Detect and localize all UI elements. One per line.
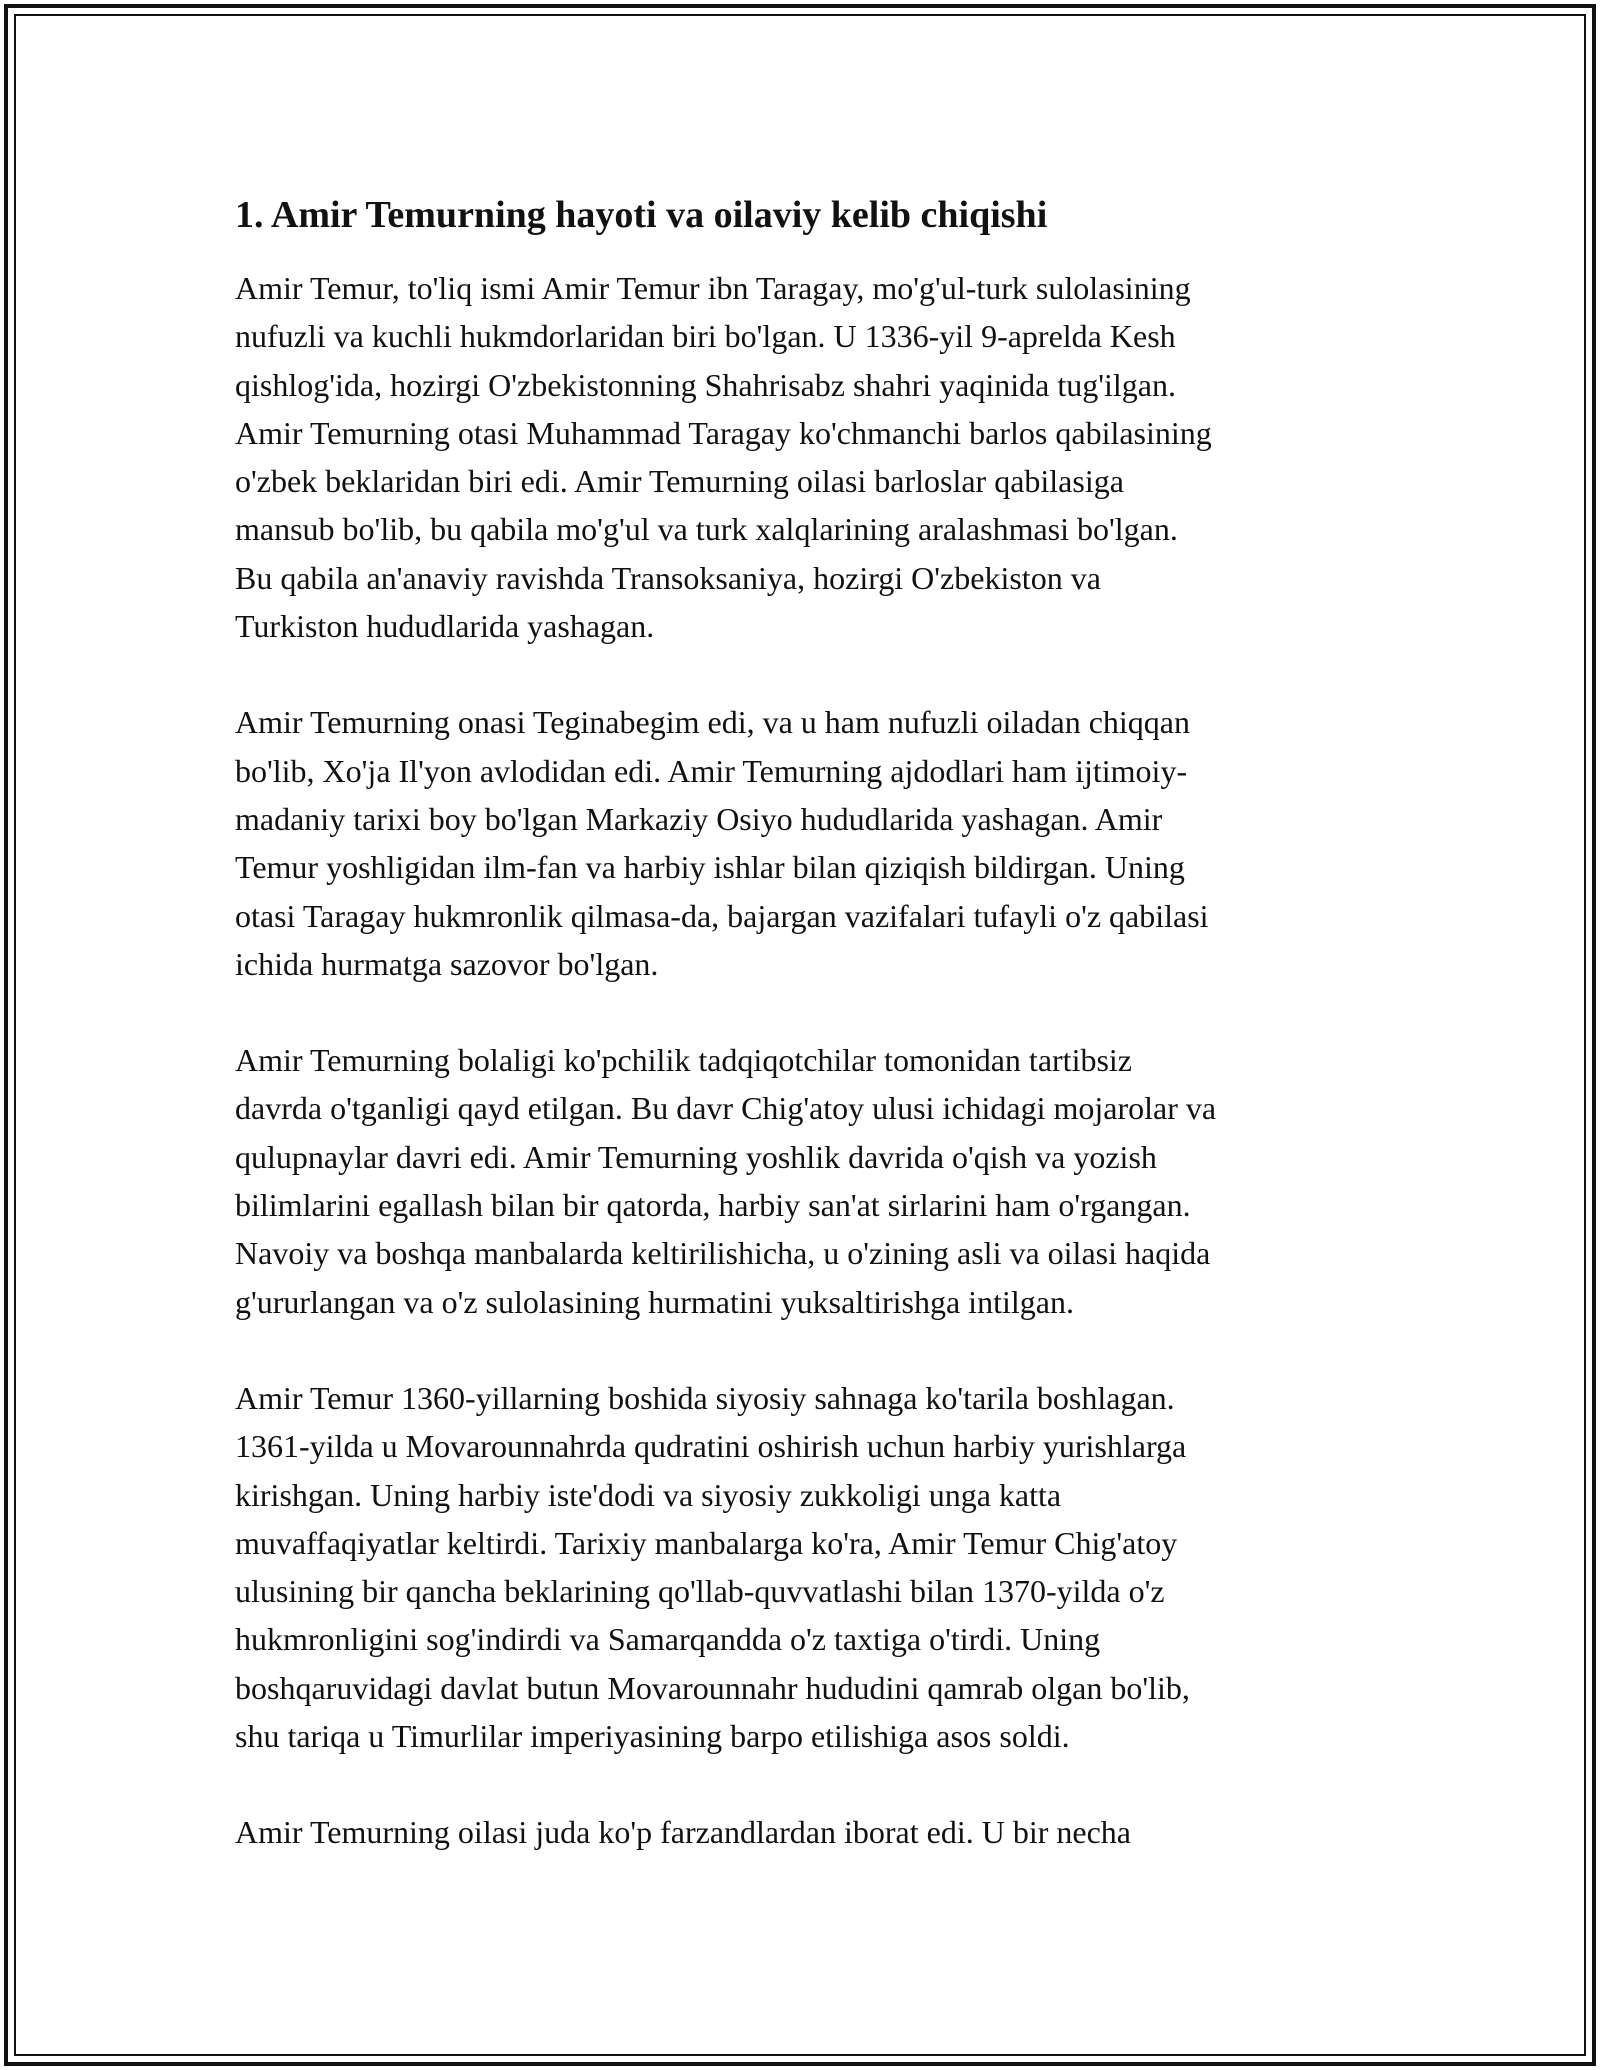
paragraph-5: Amir Temurning oilasi juda ko'p farzandlardan iborat edi. U bir necha (235, 1814, 1131, 1851)
section-heading: 1. Amir Temurning hayoti va oilaviy kelib chiqishi (235, 194, 1048, 236)
paragraph-1: Amir Temur, to'liq ismi Amir Temur ibn Taragay, mo'g'ul-turk sulolasining nufuzli va kuchli hukmdorlaridan biri bo'lgan. U 1336-yil 9-aprelda Kesh qishlog'ida, hozirgi O'zbekistonning Shahrisabz shahri yaqinida tug'ilgan. Amir Temurning otasi Muhammad Taragay ko'chmanchi barlos qabilasining o'zbek beklaridan biri edi. Amir Temurning oilasi barloslar qabilasiga mansub bo'lib, bu qabila mo'g'ul va turk xalqlarining aralashmasi bo'lgan. Bu qabila an'anaviy ravishda Transoksaniya, hozirgi O'zbekiston va Turkiston hududlarida yashagan. (235, 270, 1212, 645)
document-body (235, 180, 1375, 1905)
paragraph-3: Amir Temurning bolaligi ko'pchilik tadqiqotchilar tomonidan tartibsiz davrda o'tganligi qayd etilgan. Bu davr Chig'atoy ulusi ichidagi mojarolar va qulupnaylar davri edi. Amir Temurning yoshlik davrida o'qish va yozish bilimlarini egallash bilan bir qatorda, harbiy san'at sirlarini ham o'rgangan. Navoiy va boshqa manbalarda keltirilishicha, u o'zining asli va oilasi haqida g'ururlangan va o'z sulolasining hurmatini yuksaltirishga intilgan. (235, 1042, 1217, 1320)
paragraph-2: Amir Temurning onasi Teginabegim edi, va u ham nufuzli oiladan chiqqan bo'lib, Xo'ja Il'yon avlodidan edi. Amir Temurning ajdodlari ham ijtimoiy- madaniy tarixi boy bo'lgan Markaziy Osiyo hududlarida yashagan. Amir Temur yoshligidan ilm-fan va harbiy ishlar bilan qiziqish bildirgan. Uning otasi Taragay hukmronlik qilmasa-da, bajargan vazifalari tufayli o'z qabilasi ichida hurmatga sazovor bo'lgan. (235, 704, 1209, 982)
paragraph-4: Amir Temur 1360-yillarning boshida siyosiy sahnaga ko'tarila boshlagan. 1361-yilda u Movarounnahrda qudratini oshirish uchun harbiy yurishlarga kirishgan. Uning harbiy iste'dodi va siyosiy zukkoligi unga katta muvaffaqiyatlar keltirdi. Tarixiy manbalarga ko'ra, Amir Temur Chig'atoy ulusining bir qancha beklarining qo'llab-quvvatlashi bilan 1370-yilda o'z hukmronligini sog'indirdi va Samarqandda o'z taxtiga o'tirdi. Uning boshqaruvidagi davlat butun Movarounnahr hududini qamrab olgan bo'lib, shu tariqa u Timurlilar imperiyasining barpo etilishiga asos soldi. (235, 1379, 1190, 1755)
